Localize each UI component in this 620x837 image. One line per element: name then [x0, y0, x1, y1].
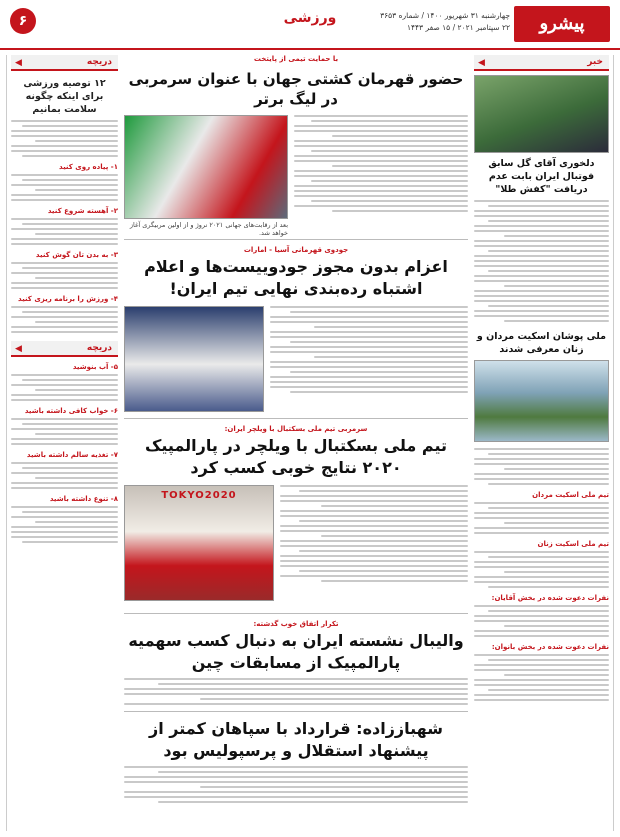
headline-3: تیم ملی بسکتبال با ویلچر در پارالمپیک ۲۰۲۰ نتایج خوبی کسب کرد: [145, 436, 447, 477]
right-column-header-label: خبر: [587, 57, 603, 67]
right-article-2-list-3: [474, 605, 609, 637]
headline-5: شهباززاده: قرارداد با سپاهان کمتر از پیشنهاد استقلال و پرسپولیس بود: [149, 719, 443, 760]
chevron-left-icon: ◀: [15, 344, 22, 354]
headline-4: والیبال نشسته ایران به دنبال کسب سهمیه پارالمپیک از مسابقات چین: [128, 631, 464, 672]
left-column-header-label: دریچه: [86, 57, 112, 67]
left-section-6: [11, 418, 118, 445]
left-subhead-7: ۷- تغذیه سالم داشته باشید: [26, 451, 118, 459]
right-article-2-list-4: [474, 654, 609, 701]
article-3-body: [280, 485, 468, 607]
left-subhead-1: ۱- پیاده روی کنید: [59, 163, 118, 171]
left-subhead-8: ۸- تنوع داشته باشید: [49, 495, 118, 503]
left-section-5: [11, 374, 118, 401]
section-title: ورزشی: [283, 10, 337, 26]
left-subhead-5: ۵- آب بنوشید: [72, 363, 118, 371]
right-article-2-body: [474, 448, 609, 485]
kicker-1: با حمایت تیمی از پایتخت: [253, 55, 339, 63]
kicker-4: تکرار اتفاق خوب گذشته:: [253, 620, 339, 628]
left-section-3: [11, 262, 118, 289]
left-section-1: [11, 174, 118, 201]
headline-1: حضور قهرمان کشتی جهان با عنوان سرمربی در لیگ برتر: [128, 70, 464, 108]
left-column-header-2-label: دریچه: [86, 343, 112, 353]
left-subhead-4: ۴- ورزش را برنامه ریزی کنید: [18, 295, 118, 303]
right-article-1-body: [474, 200, 609, 322]
football-photo: [474, 75, 609, 153]
dateline-persian: چهارشنبه ۳۱ شهریور ۱۴۰۰ / شماره ۳۶۵۳: [380, 11, 510, 20]
article-5-body: [124, 766, 468, 803]
right-subhead-2: تیم ملی اسکیت زنان: [537, 540, 609, 548]
left-section-4: [11, 306, 118, 333]
right-subhead-3: نفرات دعوت شده در بخش آقایان:: [491, 594, 609, 602]
left-article-title: ۱۲ توصیه ورزشی برای اینکه چگونه سلامت بمانیم: [23, 78, 106, 115]
right-article-2-list-1: [474, 502, 609, 534]
left-subhead-6: ۶- خواب کافی داشته باشید: [24, 407, 118, 415]
right-subhead-1: تیم ملی اسکیت مردان: [532, 491, 609, 499]
chevron-left-icon: ◀: [478, 58, 485, 68]
wheelchair-basketball-photo: [124, 485, 274, 601]
left-subhead-3: ۳- به بدن تان گوش کنید: [35, 251, 118, 259]
newspaper-logo: پیشرو: [514, 6, 610, 42]
right-subhead-4: نفرات دعوت شده در بخش بانوان:: [491, 643, 609, 651]
right-column-header: [474, 55, 609, 71]
kicker-3: سرمربی تیم ملی بسکتبال با ویلچر ایران:: [224, 425, 368, 433]
dateline-gregorian: ۲۲ سپتامبر ۲۰۲۱ / ۱۵ صفر ۱۴۴۳: [406, 23, 510, 32]
tokyo2020-label: TOKYO2020: [161, 490, 237, 501]
center-column: [124, 55, 468, 831]
skating-photo: [474, 360, 609, 442]
article-4-body: [124, 678, 468, 705]
wrestler-photo: [124, 115, 288, 219]
left-column: [6, 55, 118, 831]
dateline: [380, 10, 510, 34]
left-section-8: [11, 506, 118, 543]
article-2-body: [270, 306, 468, 412]
chevron-left-icon: ◀: [15, 58, 22, 68]
left-section-7: [11, 462, 118, 489]
right-column: [474, 55, 614, 831]
left-column-header-2: [11, 341, 118, 357]
left-column-header: [11, 55, 118, 71]
left-subhead-2: ۲- آهسته شروع کنید: [47, 207, 118, 215]
article-1-body: [294, 115, 468, 233]
right-article-2-list-2: [474, 551, 609, 588]
left-section-2: [11, 218, 118, 245]
kicker-2: جودوی قهرمانی آسیا - امارات: [243, 246, 349, 254]
photo-caption-1: بعد از رقابت‌های جهانی ۲۰۲۱ نروژ و از اولین مربیگری آغاز خواهد شد.: [129, 221, 288, 237]
headline-2: اعزام بدون مجوز جودوییست‌ها و اعلام اشتباه رده‌بندی نهایی تیم ایران!: [144, 257, 448, 298]
judo-team-photo: [124, 306, 264, 412]
page-number: ۶: [10, 8, 36, 34]
right-headline-2: ملی پوشان اسکیت مردان و زنان معرفی شدند: [476, 331, 607, 355]
masthead: [0, 0, 620, 50]
right-headline-1: دلخوری آقای گل سابق فوتبال ایران بابت عدم دریافت "کفش طلا": [488, 158, 595, 195]
left-article-intro: [11, 120, 118, 157]
